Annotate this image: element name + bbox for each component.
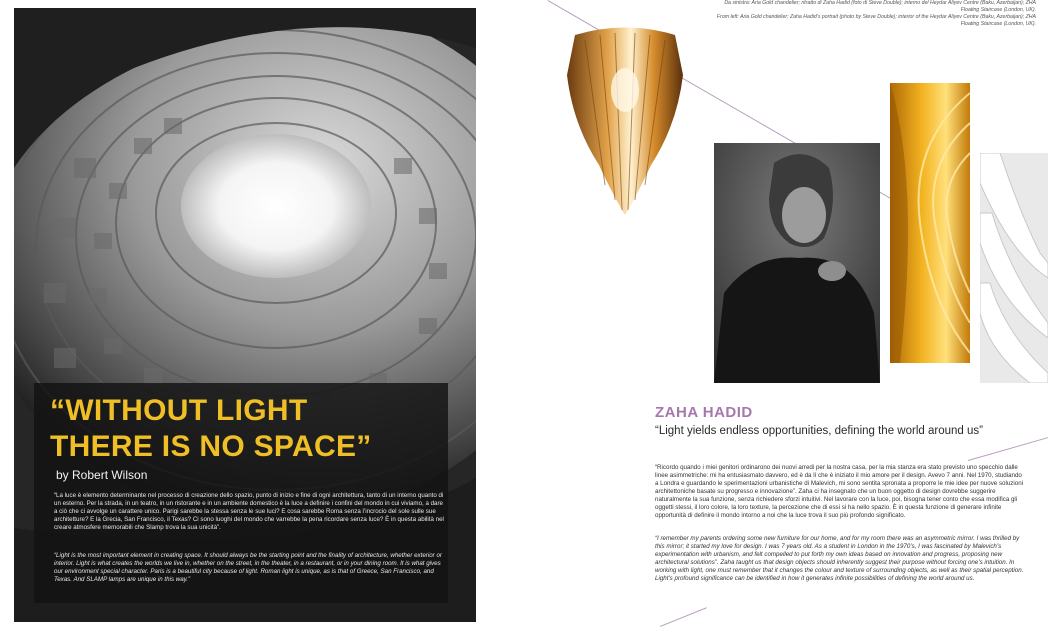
left-page <box>0 0 490 626</box>
profile-name: ZAHA HADID <box>655 404 753 421</box>
byline: by Robert Wilson <box>56 468 148 482</box>
headline <box>50 393 372 465</box>
headline-line-2: THERE IS NO SPACE” <box>50 430 372 463</box>
caption-english: From left: Aria Gold chandelier; Zaha Hadid’s portrait (photo by Steve Double); interior of the Heydar Aliyev Centre (Baku, Azerbaijan); ZHA Floating Staircase (London, UK). <box>716 14 1036 27</box>
staircase-illustration <box>980 153 1048 383</box>
floating-staircase-image <box>980 153 1048 383</box>
chandelier-illustration <box>565 15 685 220</box>
profile-quote: “Light yields endless opportunities, defining the world around us” <box>655 425 983 437</box>
caption-italian: Da sinistra: Aria Gold chandelier; ritratto di Zaha Hadid (foto di Steve Double); interno del Heydar Aliyev Centre (Baku, Azerbaijan); ZHA Floating Staircase (London, UK). <box>724 0 1036 13</box>
photo-captions <box>716 0 1036 28</box>
profile-body-english: “I remember my parents ordering some new furniture for our home, and for my room there was an asymmetric mirror. I was thrilled by this mirror; it started my love for design. I was 7 years old. As a student in London in the 1970’s, I was fascinated by Malevich’s experimentation with urbanism, and felt compelled to put forth my own ideas based on innovation and progress, proposing new architectural solutions”. Zaha taught us that design objects should inherently suggest their purpose without forcing one’s intuition. In working with light, one must remember that it changes the colour and texture of surrounding objects, as well as their spatial perception. Light’s profound significance can be identified in how it generates infinite possibilities of defining the world around us. <box>655 535 1024 582</box>
heydar-aliyev-interior-image <box>890 83 970 363</box>
decorative-line <box>968 435 1048 461</box>
profile-body-italian: “Ricordo quando i miei genitori ordinarono dei nuovi arredi per la nostra casa, per la mia stanza era stato previsto uno specchio dalle linee asimmetriche: mi ha entusiasmato davvero, ed è da lì che è iniziato il mio amore per il design. Avevo 7 anni. Nel 1970, studiando a Londra e guardando le sperimentazioni urbanistiche di Malevich, mi sono sentita spronata a proporre le mie idee per nuove soluzioni architettoniche basate su progresso e innovazione”. Zaha ci ha insegnato che un buon oggetto di design dovrebbe suggerire naturalmente la sua funzione, senza richiedere sforzi intuitivi. Nel lavorare con la luce, poi, bisogna tener conto che essa modifica gli oggetti stessi, il loro colore, la loro texture, la percezione che di essi si ha nello spazio. È in questa funzione di generare infinite opportunità di definire il mondo intorno a noi che la luce trova il suo più profondo significato. <box>655 464 1024 519</box>
article-body-italian: “La luce è elemento determinante nel processo di creazione dello spazio, punto di inizio e fine di ogni architettura, tanto di un interno quanto di un esterno. Per la strada, in un teatro, in un ristorante e in un ambiente domestico è la luce a definire i confini del mondo in cui viviamo, a dare a ciò che ci avvolge un carattere unico. Parigi sarebbe la stessa senza le sue luci? E cosa sarebbe Roma senza l’incrocio del sole sulle sue architetture? E la Grecia, San Francisco, il Texas? Ci sono luoghi del mondo che varrebbe la pena ricordare senza luce? È in questa abilità nel creare atmosfere memorabili che Slamp trova la sua unicità”. <box>54 492 444 531</box>
headline-line-1: “WITHOUT LIGHT <box>50 394 308 427</box>
chandelier-image <box>565 15 685 220</box>
interior-illustration <box>890 83 970 363</box>
decorative-line <box>660 607 707 627</box>
portrait-illustration <box>714 143 880 383</box>
zaha-hadid-portrait <box>714 143 880 383</box>
article-body-english: “Light is the most important element in creating space. It should always be the starting point and the finality of architecture, whether exterior or interior. Light is what creates the worlds we live in, whether on the street, in the theater, in a restaurant, or in your dining room. It is what gives our environment special character. Paris is a beautiful city because of light. Roman light is unique, as is that of Greece, San Francisco, and Texas. And SLAMP lamps are unique in this way.” <box>54 552 442 583</box>
